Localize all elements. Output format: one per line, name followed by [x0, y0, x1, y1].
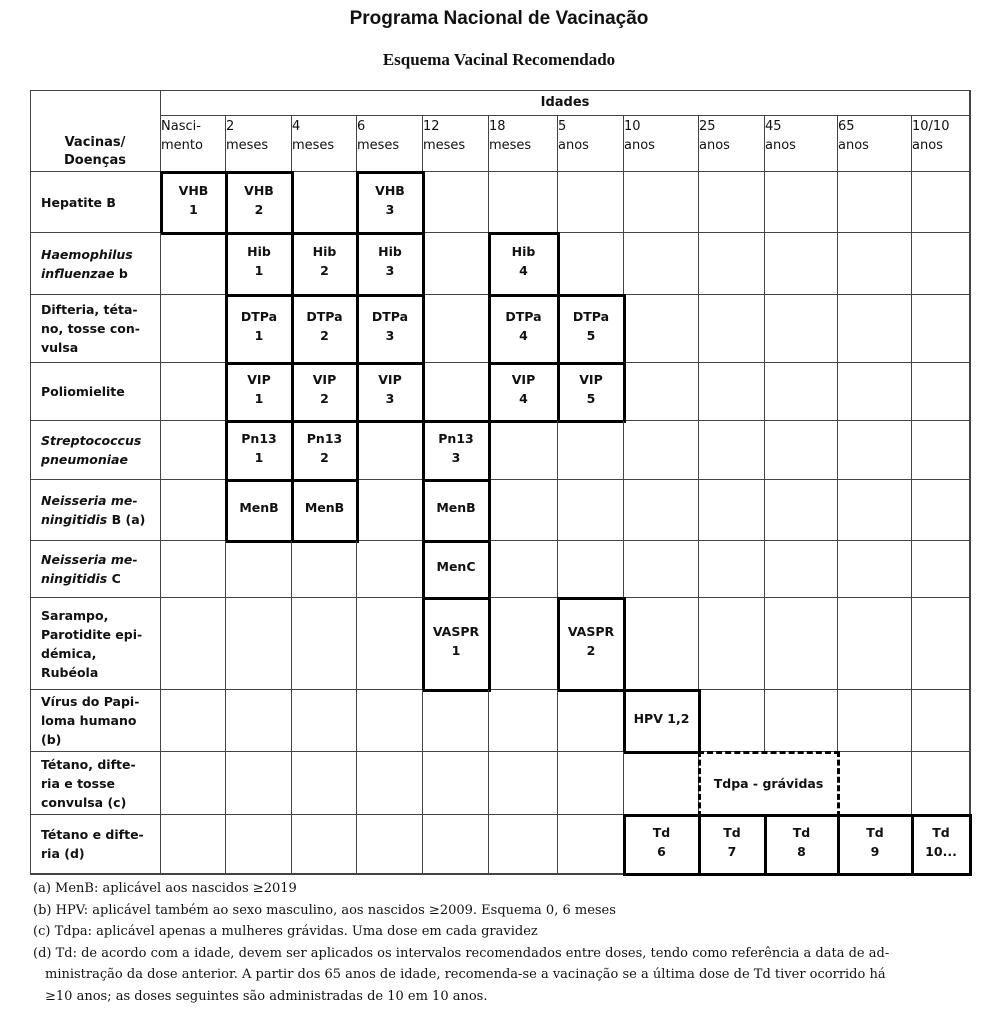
- footnote-text: MenB: aplicável aos nascidos ≥2019: [55, 881, 297, 896]
- vaccine-dose: MenB: [436, 500, 476, 515]
- schedule-cell: [489, 752, 558, 815]
- corner-header-label: Vacinas/ Doenças: [63, 135, 126, 168]
- schedule-cell: [765, 172, 838, 233]
- footnote-label: (c): [33, 924, 51, 939]
- disease-name-italic: Neisseria me- ningitidis: [41, 552, 138, 586]
- schedule-cell: [423, 363, 489, 421]
- schedule-cell: [161, 233, 226, 295]
- schedule-cell: [765, 295, 838, 363]
- schedule-cell: [558, 421, 624, 480]
- disease-name-text: B (a): [107, 512, 146, 527]
- vaccine-dose: DTPa 4: [505, 309, 542, 343]
- footnote-label: (a): [33, 881, 51, 896]
- disease-label: [30, 421, 161, 480]
- vaccine-dose: Hib 2: [312, 244, 337, 278]
- age-label-line: 2: [226, 119, 235, 134]
- schedule-cell: [838, 421, 912, 480]
- schedule-cell: [226, 598, 292, 690]
- disease-name: [41, 382, 125, 401]
- age-label-line: meses: [423, 138, 466, 153]
- schedule-cell: [292, 598, 357, 690]
- schedule-cell: [624, 541, 699, 598]
- age-column-header: [558, 116, 624, 172]
- vaccine-dose: Pn13 3: [438, 430, 474, 465]
- disease-name-text: Vírus do Papi- loma humano (b): [41, 694, 140, 747]
- age-label-line: 10: [624, 119, 641, 134]
- age-label-line: anos: [699, 138, 730, 153]
- age-label-line: anos: [838, 138, 869, 153]
- schedule-cell: [489, 598, 558, 690]
- schedule-cell: [226, 541, 292, 598]
- schedule-cell: [558, 690, 624, 752]
- disease-name: [41, 193, 116, 212]
- schedule-cell: [161, 598, 226, 690]
- disease-name-text: b: [114, 265, 128, 281]
- age-label-line: 4: [292, 119, 301, 134]
- schedule-cell: [292, 541, 357, 598]
- age-column-header: [357, 116, 423, 172]
- schedule-cell: [765, 233, 838, 295]
- disease-label: [30, 172, 161, 233]
- schedule-cell: [489, 541, 558, 598]
- footnote-text: Td: de acordo com a idade, devem ser aplicados os intervalos recomendados entre doses, tendo como referência a data de ad-: [55, 945, 890, 961]
- schedule-cell: [699, 598, 765, 690]
- schedule-cell: [838, 752, 912, 815]
- age-label-line: 5: [558, 119, 567, 134]
- age-column-header: [624, 116, 699, 172]
- schedule-cell: [699, 480, 765, 541]
- age-column-header: [489, 116, 558, 172]
- age-column-header: [838, 116, 912, 172]
- disease-label: [30, 295, 161, 363]
- vaccine-dose: VIP 4: [511, 372, 536, 406]
- schedule-cell: [226, 752, 292, 815]
- schedule-cell: [624, 172, 699, 233]
- schedule-cell: [423, 690, 489, 752]
- schedule-cell: [838, 598, 912, 690]
- schedule-cell: [226, 690, 292, 752]
- schedule-cell: [912, 752, 970, 815]
- schedule-cell: [161, 815, 226, 874]
- age-label-line: anos: [765, 138, 796, 153]
- age-column-header: [423, 116, 489, 172]
- schedule-cell: [423, 233, 489, 295]
- document-subtitle: Esquema Vacinal Recomendado: [382, 50, 616, 69]
- footnote-d: [33, 943, 963, 1008]
- vaccine-dose: DTPa 1: [240, 309, 278, 343]
- vaccine-dose: MenB: [239, 500, 279, 515]
- age-label-line: meses: [226, 138, 269, 153]
- schedule-cell: [838, 541, 912, 598]
- schedule-cell: [489, 690, 558, 752]
- schedule-cell: [161, 480, 226, 541]
- schedule-cell: [912, 480, 970, 541]
- vaccine-dose: VIP 3: [378, 372, 402, 406]
- schedule-cell: [624, 752, 699, 815]
- schedule-cell: [292, 815, 357, 874]
- disease-name-text: Tétano, difte- ria e tosse convulsa (c): [41, 756, 136, 810]
- age-label-line: anos: [624, 138, 655, 153]
- vaccine-dose: Hib 4: [511, 244, 536, 278]
- age-label-line: anos: [558, 138, 589, 153]
- schedule-cell: [838, 172, 912, 233]
- vaccine-dose: Hib 3: [378, 244, 402, 278]
- disease-name: [41, 431, 141, 469]
- schedule-cell: [423, 172, 489, 233]
- schedule-cell: [912, 363, 970, 421]
- disease-name: [41, 606, 142, 682]
- age-label-line: 18: [489, 119, 506, 134]
- age-column-header: [912, 116, 970, 172]
- disease-label: [30, 690, 161, 752]
- schedule-cell: [912, 690, 970, 752]
- disease-name: [41, 825, 144, 863]
- schedule-cell: [423, 752, 489, 815]
- disease-name: [41, 245, 133, 283]
- vaccine-dose: DTPa 5: [572, 309, 610, 343]
- age-column-header: [226, 116, 292, 172]
- schedule-cell: [912, 598, 970, 690]
- schedule-cell: [558, 752, 624, 815]
- vaccine-dose: Pn13 2: [306, 430, 343, 465]
- schedule-cell: [624, 598, 699, 690]
- schedule-cell: [624, 363, 699, 421]
- vaccine-dose: Td 9: [866, 824, 884, 859]
- age-label-line: 25: [699, 119, 716, 134]
- age-label-line: 45: [765, 119, 782, 134]
- schedule-cell: [357, 752, 423, 815]
- schedule-cell: [558, 172, 624, 233]
- schedule-cell: [765, 480, 838, 541]
- footnote-label: (b): [33, 902, 52, 918]
- schedule-cell: [624, 295, 699, 363]
- footnote-text: HPV: aplicável também ao sexo masculino, aos nascidos ≥2009. Esquema 0, 6 meses: [55, 902, 616, 918]
- disease-label: [30, 815, 161, 874]
- disease-label: [30, 541, 161, 598]
- vaccine-dose: Hib 1: [247, 244, 271, 278]
- schedule-cell: [558, 233, 624, 295]
- ages-header: Idades: [161, 90, 970, 116]
- schedule-cell: [489, 172, 558, 233]
- schedule-cell: [357, 480, 423, 541]
- age-label-line: meses: [357, 138, 400, 153]
- disease-label: [30, 363, 161, 421]
- schedule-cell: [838, 233, 912, 295]
- schedule-cell: [489, 815, 558, 874]
- schedule-cell: [765, 421, 838, 480]
- age-label-line: meses: [292, 138, 335, 153]
- footnote-continuation: ministração da dose anterior. A partir dos 65 anos de idade, recomenda-se a vacinação se a última dose de Td tiver ocorrido há: [45, 967, 886, 982]
- age-label-line: 65: [838, 119, 855, 134]
- vaccine-dose: VHB 3: [375, 182, 405, 217]
- schedule-cell: [161, 690, 226, 752]
- vaccine-dose: DTPa 3: [371, 309, 409, 343]
- vaccine-dose: VIP 2: [312, 372, 337, 406]
- schedule-cell: [558, 480, 624, 541]
- vaccine-dose-span: Tdpa - grávidas: [699, 752, 838, 815]
- age-label-line: meses: [489, 138, 532, 153]
- vaccine-dose: Td 8: [792, 824, 811, 859]
- disease-name-italic: Haemophilus influenzae: [41, 246, 133, 281]
- vaccine-dose: MenB: [304, 500, 345, 515]
- schedule-cell: [912, 295, 970, 363]
- schedule-cell: [699, 421, 765, 480]
- footnote-label: (d): [33, 945, 52, 961]
- vaccine-dose: VHB 2: [244, 182, 274, 217]
- vaccine-dose: MenC: [436, 559, 476, 574]
- vaccine-dose: VASPR 2: [567, 624, 615, 658]
- disease-name-text: Difteria, téta- no, tosse con- vulsa: [41, 302, 140, 355]
- vaccine-dose: Td 7: [723, 824, 741, 859]
- disease-name: [41, 550, 138, 588]
- schedule-cell: [912, 233, 970, 295]
- age-label-line: mento: [161, 138, 203, 153]
- footnotes: [33, 878, 963, 1007]
- schedule-cell: [912, 421, 970, 480]
- footnote-c: [33, 921, 963, 943]
- schedule-cell: [292, 690, 357, 752]
- schedule-cell: [292, 752, 357, 815]
- vaccine-dose: VIP 5: [579, 372, 603, 406]
- schedule-cell: [699, 295, 765, 363]
- schedule-cell: [912, 541, 970, 598]
- schedule-cell: [357, 421, 423, 480]
- age-label-line: 6: [357, 119, 366, 134]
- schedule-cell: [838, 363, 912, 421]
- schedule-cell: [765, 690, 838, 752]
- document-title: Programa Nacional de Vacinação: [349, 8, 649, 29]
- vaccine-dose: Td 6: [652, 824, 671, 859]
- vaccine-dose: Pn13 1: [241, 430, 277, 465]
- disease-label: [30, 752, 161, 815]
- schedule-cell: [161, 541, 226, 598]
- schedule-cell: [699, 541, 765, 598]
- disease-name-italic: Neisseria me- ningitidis: [41, 493, 138, 527]
- disease-name: [41, 300, 140, 357]
- schedule-cell: [161, 363, 226, 421]
- vaccine-dose: VIP 1: [247, 372, 271, 406]
- age-label-line: 10/10: [912, 119, 950, 134]
- age-column-header: [765, 116, 838, 172]
- schedule-cell: [838, 690, 912, 752]
- disease-label: [30, 598, 161, 690]
- schedule-cell: [699, 172, 765, 233]
- schedule-cell: [624, 233, 699, 295]
- schedule-cell: [624, 480, 699, 541]
- schedule-cell: [292, 172, 357, 233]
- schedule-cell: [699, 690, 765, 752]
- age-label-line: 12: [423, 119, 440, 134]
- schedule-cell: [838, 295, 912, 363]
- vaccine-dose: Td 10...: [925, 824, 957, 859]
- schedule-cell: [357, 815, 423, 874]
- disease-name: [41, 491, 145, 529]
- disease-name-text: Tétano e difte- ria (d): [41, 827, 144, 861]
- schedule-cell: [765, 598, 838, 690]
- disease-name: [41, 692, 139, 749]
- schedule-cell: [357, 541, 423, 598]
- schedule-cell: [558, 815, 624, 874]
- schedule-cell: [489, 421, 558, 480]
- disease-label: [30, 480, 161, 541]
- schedule-cell: [765, 541, 838, 598]
- vaccine-dose: VHB 1: [178, 182, 209, 217]
- vaccine-dose: DTPa 2: [306, 309, 343, 343]
- schedule-cell: [423, 815, 489, 874]
- age-column-header: [292, 116, 357, 172]
- footnote-a: [33, 878, 963, 900]
- age-column-header: [161, 116, 226, 172]
- schedule-cell: [226, 815, 292, 874]
- schedule-cell: [161, 421, 226, 480]
- schedule-cell: [489, 480, 558, 541]
- footnote-continuation: ≥10 anos; as doses seguintes são administradas de 10 em 10 anos.: [45, 988, 488, 1004]
- vaccine-dose: VASPR 1: [432, 624, 480, 658]
- schedule-cell: [161, 752, 226, 815]
- schedule-cell: [423, 295, 489, 363]
- schedule-cell: [558, 541, 624, 598]
- disease-name-text: Poliomielite: [41, 384, 125, 399]
- disease-name-text: Hepatite B: [41, 194, 116, 210]
- disease-name-italic: Streptococcus pneumoniae: [41, 433, 142, 467]
- schedule-cell: [624, 421, 699, 480]
- age-column-header: [699, 116, 765, 172]
- disease-name: [41, 755, 136, 812]
- disease-label: [30, 233, 161, 295]
- schedule-cell: [357, 598, 423, 690]
- schedule-cell: [699, 233, 765, 295]
- disease-name-text: C: [107, 571, 121, 586]
- schedule-cell: [838, 480, 912, 541]
- corner-header: [30, 90, 161, 172]
- schedule-cell: [912, 172, 970, 233]
- schedule-cell: [699, 363, 765, 421]
- schedule-cell: [765, 363, 838, 421]
- age-label-line: Nasci-: [161, 119, 201, 134]
- footnote-text: Tdpa: aplicável apenas a mulheres grávidas. Uma dose em cada gravidez: [54, 924, 538, 939]
- vaccine-dose: HPV 1,2: [633, 710, 690, 726]
- disease-name-text: Sarampo, Parotidite epi- démica, Rubéola: [41, 607, 143, 680]
- schedule-cell: [161, 295, 226, 363]
- schedule-cell: [357, 690, 423, 752]
- age-label-line: anos: [912, 138, 943, 153]
- footnote-b: [33, 900, 963, 922]
